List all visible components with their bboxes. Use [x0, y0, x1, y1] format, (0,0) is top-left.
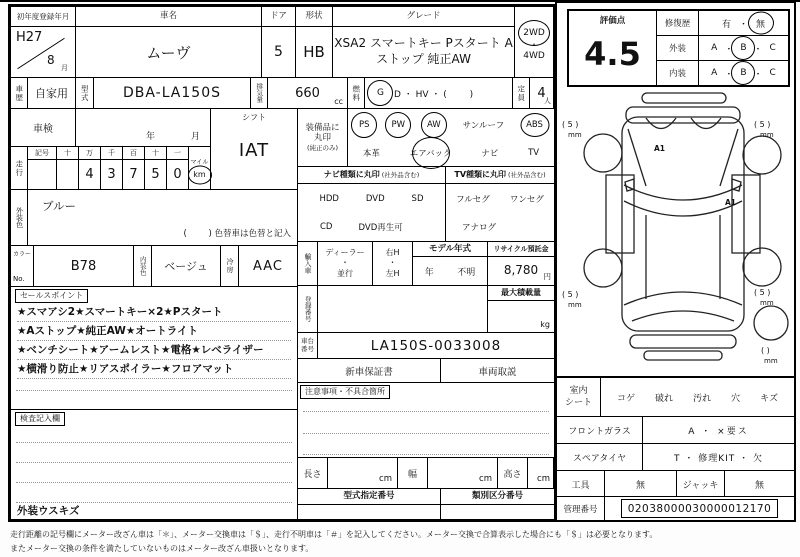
capacity-unit: 人	[544, 97, 551, 105]
vehicle-form	[8, 4, 556, 522]
first-registration-month: 8	[47, 53, 55, 67]
tv-header-note: (社外品含む)	[508, 170, 546, 179]
tools-row	[557, 470, 794, 497]
equipment-items-cell	[347, 108, 555, 167]
import-right-h: 右H	[385, 247, 400, 257]
damage-mark-a1-side: A1	[725, 198, 737, 207]
inspector-box-label: 検査記入欄	[15, 412, 65, 426]
tread-unit: mm	[568, 301, 582, 309]
registration-no-value-cell	[317, 285, 488, 333]
chassis-value-cell	[317, 332, 555, 359]
mileage-label-cell	[10, 146, 28, 190]
seat-item: コゲ	[617, 394, 636, 404]
displacement-unit: cc	[334, 97, 343, 106]
inspection-label: 車検	[33, 124, 53, 135]
empty-line	[303, 433, 549, 434]
model-code-label: 型式	[80, 84, 90, 102]
model-code-label-cell	[75, 77, 94, 109]
warranty-label: 新車保証書	[345, 366, 393, 378]
aircon-value: AAC	[253, 258, 283, 274]
sales-point-line: ★横滑り防止★リアスポイラー★フロアマット	[17, 362, 291, 379]
interior-color-label-cell	[133, 245, 152, 287]
tread-unit: mm	[760, 131, 774, 139]
car-name-label: 車名	[76, 7, 261, 27]
score-cell	[569, 11, 657, 85]
seat-item: 穴	[731, 394, 741, 404]
fuel-others: D ・ HV ・ ( )	[393, 89, 474, 100]
length-unit: cm	[379, 474, 392, 484]
aircon-label-cell	[220, 245, 239, 287]
navi-dvd: DVD	[365, 194, 385, 204]
manual-label: 車両取説	[478, 366, 517, 378]
score-label: 評価点	[599, 16, 626, 26]
mileage-km-unit: km	[193, 170, 206, 179]
shape-label: 形状	[296, 7, 332, 27]
inspection-value-cell	[75, 108, 211, 147]
aircon-value-cell	[238, 245, 298, 287]
max-load-cell	[487, 285, 555, 333]
capacity-label-cell	[512, 77, 530, 109]
equip-ps: PS	[358, 119, 370, 130]
dot: ・	[753, 69, 763, 80]
mileage-digit-4: 5	[144, 159, 167, 190]
first-registration-label: 初年度登録年月	[11, 7, 75, 27]
model-year-label: モデル年式	[413, 242, 487, 257]
interior-grade-row	[657, 60, 788, 85]
chassis-label2: 番号	[301, 344, 314, 353]
jack-label: ジャッキ	[677, 471, 725, 497]
footer-note-line1: 走行距離の記号欄にメーター改ざん車は「＊」、メーター交換車は「＄」、走行不明車は「＃」を記入してください。メーター交換で合算表示した場合にも「＄」は必要となります。	[10, 530, 658, 539]
doors-value: 5	[274, 44, 283, 60]
tread-unit: mm	[568, 131, 582, 139]
color-no-value: B78	[70, 258, 97, 274]
shift-label: シフト	[242, 112, 266, 122]
first-registration-cell	[10, 6, 76, 78]
spare-tire	[754, 306, 788, 340]
equip-pw: PW	[391, 119, 405, 130]
inspection-year-unit: 年	[145, 132, 155, 142]
model-year-cell	[412, 241, 488, 286]
spare-tire-row	[557, 443, 794, 471]
dot: ・	[724, 69, 734, 80]
max-load-label: 最大積載量	[488, 286, 554, 301]
mileage-digit-5: 0	[166, 159, 189, 190]
sales-point-line: ★Aストップ★純正AW★オートライト	[17, 324, 291, 341]
management-no-label: 管理番号	[557, 497, 605, 520]
registration-no-label-cell	[297, 285, 318, 333]
chassis-label-cell	[297, 332, 318, 359]
equipment-label-cell	[297, 108, 348, 167]
tread-unit: mm	[764, 357, 778, 365]
equipment-label1: 装備品に	[305, 122, 340, 133]
mileage-col-sen: 千	[100, 146, 123, 160]
inspector-note: 外装ウスキズ	[17, 505, 80, 517]
height-label: 高さ	[503, 469, 522, 480]
equip-abs: ABS	[526, 119, 543, 130]
tv-fullseg: フルセグ	[456, 195, 490, 205]
sales-point-line: ★ベンチシート★アームレスト★電格★レベライザー	[17, 343, 291, 360]
tire-front-right	[743, 136, 781, 174]
manual-cell	[440, 358, 555, 383]
equipment-label2: 丸印	[313, 133, 331, 144]
seat-item: 汚れ	[693, 394, 712, 404]
chassis-label1: 車台	[301, 336, 314, 345]
import-label-cell	[297, 241, 318, 286]
history-value-cell	[27, 77, 76, 109]
interior-a: A	[711, 68, 718, 78]
import-dot2: ・	[388, 258, 397, 268]
dot: ・	[753, 44, 763, 55]
aircon-label: 冷房	[226, 258, 234, 274]
interior-c: C	[769, 68, 776, 78]
model-year-value: 不明	[457, 267, 476, 278]
sales-points-label: セールスポイント	[15, 289, 88, 303]
mileage-unit-cell	[188, 146, 211, 190]
shape-cell	[295, 6, 333, 78]
tread-front-left: ( 5 )	[562, 120, 579, 129]
evaluation-box	[567, 9, 790, 87]
exterior-grade-row	[657, 35, 788, 60]
navi-hdd: HDD	[319, 194, 339, 204]
drive-2wd: 2WD	[523, 27, 545, 38]
recycle-deposit-value: 8,780	[503, 263, 539, 277]
tv-analog: アナログ	[462, 223, 497, 233]
mileage-sign-cell	[27, 159, 57, 190]
width-label: 幅	[407, 469, 417, 480]
equip-navi: ナビ	[481, 149, 499, 159]
repair-history-label: 修復歴	[657, 11, 699, 35]
recycle-deposit-unit: 円	[543, 272, 551, 281]
tire-front-left	[584, 134, 622, 172]
mileage-col-ju: 十	[144, 146, 167, 160]
exterior-b: B	[740, 43, 747, 53]
management-no-value: 02038000030000012170	[621, 499, 779, 518]
grade-label: グレード	[333, 7, 514, 27]
mileage-col-ichi: 一	[166, 146, 189, 160]
height-unit: cm	[537, 474, 550, 484]
grade-line1: XSA2 スマートキー Pスタート A	[334, 36, 513, 51]
import-hand-cell	[372, 241, 413, 286]
interior-color-label: 内装色	[138, 256, 147, 276]
sales-point-line: ★スマアシ2★スマートキー×2★Pスタート	[17, 305, 291, 322]
empty-line	[303, 454, 549, 455]
sales-points-box	[10, 286, 298, 410]
color-no-label2: No.	[13, 275, 25, 283]
repair-history-row	[657, 11, 788, 35]
color-no-value-cell	[33, 245, 134, 287]
history-label: 車歴	[14, 84, 24, 102]
height-value-cell	[527, 457, 554, 489]
length-label: 長さ	[303, 469, 322, 480]
displacement-value: 660	[295, 85, 320, 101]
classification-label: 類別区分番号	[441, 489, 554, 505]
mileage-digit-2: 3	[100, 159, 123, 190]
width-value-cell	[427, 457, 498, 489]
tread-rear-right: ( 5 )	[754, 288, 771, 297]
exterior-color-value: ブルー	[42, 199, 77, 213]
inspection-month-unit: 月	[190, 132, 200, 142]
windshield-label: フロントガラス	[557, 417, 643, 444]
interior-grade-label: 内装	[657, 61, 699, 85]
displacement-label: 排気量	[255, 83, 264, 103]
shift-value: IAT	[238, 139, 270, 161]
first-registration-month-unit: 月	[61, 64, 68, 72]
spare-tire-label: スペアタイヤ	[557, 444, 643, 471]
score-value: 4.5	[584, 35, 641, 73]
capacity-value-cell	[529, 77, 554, 109]
mileage-col-kigo: 記号	[27, 146, 57, 160]
mileage-col-man: 万	[78, 146, 101, 160]
registration-no-label: 登録番号	[303, 296, 312, 322]
length-label-cell	[297, 457, 328, 489]
mileage-blank-cell	[56, 159, 79, 190]
tread-front-right: ( 5 )	[754, 120, 771, 129]
fuel-gas: G	[377, 88, 384, 98]
car-name-value: ムーヴ	[146, 43, 191, 62]
import-dealer: ディーラー	[325, 247, 365, 257]
recycle-deposit-label: リサイクル預託金	[488, 242, 554, 257]
seat-label: 室内 シート	[557, 378, 601, 417]
inspector-box	[10, 409, 298, 520]
grade-cell	[332, 6, 515, 78]
model-code-value: DBA-LA150S	[122, 85, 221, 101]
equip-sunroof: サンルーフ	[462, 120, 505, 131]
management-no-row	[557, 496, 794, 520]
tread-spare: ( )	[761, 346, 770, 355]
tread-rear-left: ( 5 )	[562, 290, 579, 299]
windshield-value: A ・ ×要ス	[688, 427, 749, 437]
shape-value: HB	[303, 43, 325, 61]
drive-4wd: 4WD	[523, 50, 545, 61]
tv-type-cell	[445, 166, 555, 242]
dot: ・	[724, 44, 734, 55]
navi-header: ナビ種類に丸印	[323, 170, 380, 179]
car-damage-diagram	[558, 89, 793, 375]
exterior-c: C	[769, 43, 776, 53]
displacement-value-cell	[267, 77, 348, 109]
tire-rear-right	[743, 248, 781, 286]
empty-line	[16, 390, 292, 391]
exterior-color-label-cell	[10, 189, 28, 246]
exterior-color-label: 外装色	[15, 207, 24, 228]
import-label: 輸入車	[304, 253, 312, 274]
navi-type-cell	[297, 166, 446, 242]
tire-rear-left	[584, 249, 622, 287]
type-designation-cell	[297, 488, 441, 520]
history-label-cell	[10, 77, 28, 109]
displacement-label-cell	[250, 77, 268, 109]
drive-dot: ・	[530, 39, 538, 49]
drive-cell	[514, 6, 554, 78]
mileage-mile-label: マイル	[190, 159, 209, 166]
mileage-col-hyaku: 百	[122, 146, 145, 160]
empty-line	[16, 462, 292, 463]
mileage-digit-1: 4	[78, 159, 101, 190]
equip-tv: TV	[528, 148, 540, 158]
import-dot1: ・	[341, 258, 349, 268]
navi-cd: CD	[320, 222, 333, 232]
exterior-grade-label: 外装	[657, 36, 699, 60]
type-designation-label: 型式指定番号	[298, 489, 440, 505]
interior-b: B	[740, 68, 747, 78]
repair-yes: 有	[721, 19, 731, 30]
equip-airbag: エアバック	[409, 149, 452, 159]
max-load-unit: kg	[540, 320, 550, 329]
cautions-box	[297, 382, 555, 458]
tread-unit: mm	[760, 299, 774, 307]
fuel-label: 燃料	[351, 84, 361, 102]
navi-header-note: (社外品含む)	[381, 170, 420, 179]
tv-oneseg: ワンセグ	[509, 195, 544, 205]
import-parallel: 並行	[337, 268, 353, 278]
empty-line	[16, 442, 292, 443]
exterior-a: A	[711, 43, 718, 53]
recycle-deposit-cell	[487, 241, 555, 286]
color-no-label1: カラー	[13, 251, 32, 258]
mileage-digit-3: 7	[122, 159, 145, 190]
import-left-h: 左H	[385, 268, 400, 278]
exterior-color-value-cell	[27, 189, 298, 246]
doors-cell	[261, 6, 296, 78]
model-code-value-cell	[93, 77, 251, 109]
fuel-label-cell	[347, 77, 365, 109]
classification-cell	[440, 488, 555, 520]
tools-value: 無	[605, 471, 677, 497]
footer-note-line2: またメーター交換の条件を満たしていないものはメーター改ざん車扱いとなります。	[10, 544, 314, 553]
car-name-cell	[75, 6, 262, 78]
length-value-cell	[327, 457, 398, 489]
chassis-value: LA150S-0033008	[370, 337, 502, 354]
interior-color-value-cell	[151, 245, 221, 287]
warranty-cell	[297, 358, 441, 383]
mileage-label: 走行	[14, 159, 24, 177]
first-registration-year: H27	[16, 30, 43, 45]
inspection-label-cell	[10, 108, 76, 147]
capacity-label: 定員	[516, 84, 526, 102]
navi-sd: SD	[411, 194, 424, 204]
tools-label: 工具	[557, 471, 605, 497]
repair-no: 無	[756, 17, 765, 30]
repair-dot: ・	[738, 19, 748, 30]
mileage-col-10man: 十	[56, 146, 79, 160]
seat-condition-row	[557, 376, 794, 417]
damage-mark-a1-front: A1	[654, 144, 666, 153]
jack-value: 無	[754, 480, 764, 491]
equip-leather: 本革	[362, 149, 380, 159]
empty-line	[303, 411, 549, 412]
right-panel	[555, 1, 796, 522]
exterior-color-note: ( ) 色替車は色替と記入	[183, 229, 291, 239]
fuel-value-cell	[364, 77, 513, 109]
grade-line2: ストップ 純正AW	[376, 52, 471, 66]
width-unit: cm	[479, 474, 492, 484]
equipment-label3: (純正のみ)	[306, 144, 339, 153]
width-label-cell	[397, 457, 428, 489]
doors-label: ドア	[262, 7, 295, 27]
empty-line	[16, 482, 292, 483]
seat-item: キズ	[760, 394, 778, 404]
equip-aw: AW	[426, 119, 441, 130]
navi-dvd-play: DVD再生可	[358, 223, 403, 233]
import-dealer-cell	[317, 241, 373, 286]
capacity-value: 4	[537, 85, 546, 101]
shift-cell	[210, 108, 298, 190]
model-year-unit: 年	[424, 267, 434, 278]
height-label-cell	[497, 457, 528, 489]
color-no-label-cell	[10, 245, 34, 287]
interior-color-value: ベージュ	[164, 260, 208, 273]
tv-header: TV種類に丸印	[454, 170, 507, 179]
history-value: 自家用	[35, 87, 68, 100]
windshield-row	[557, 416, 794, 444]
cautions-label: 注意事項・不具合箇所	[300, 385, 390, 399]
spare-tire-value: T ・ 修理KIT ・ 欠	[674, 454, 763, 464]
seat-item: 破れ	[655, 394, 674, 404]
